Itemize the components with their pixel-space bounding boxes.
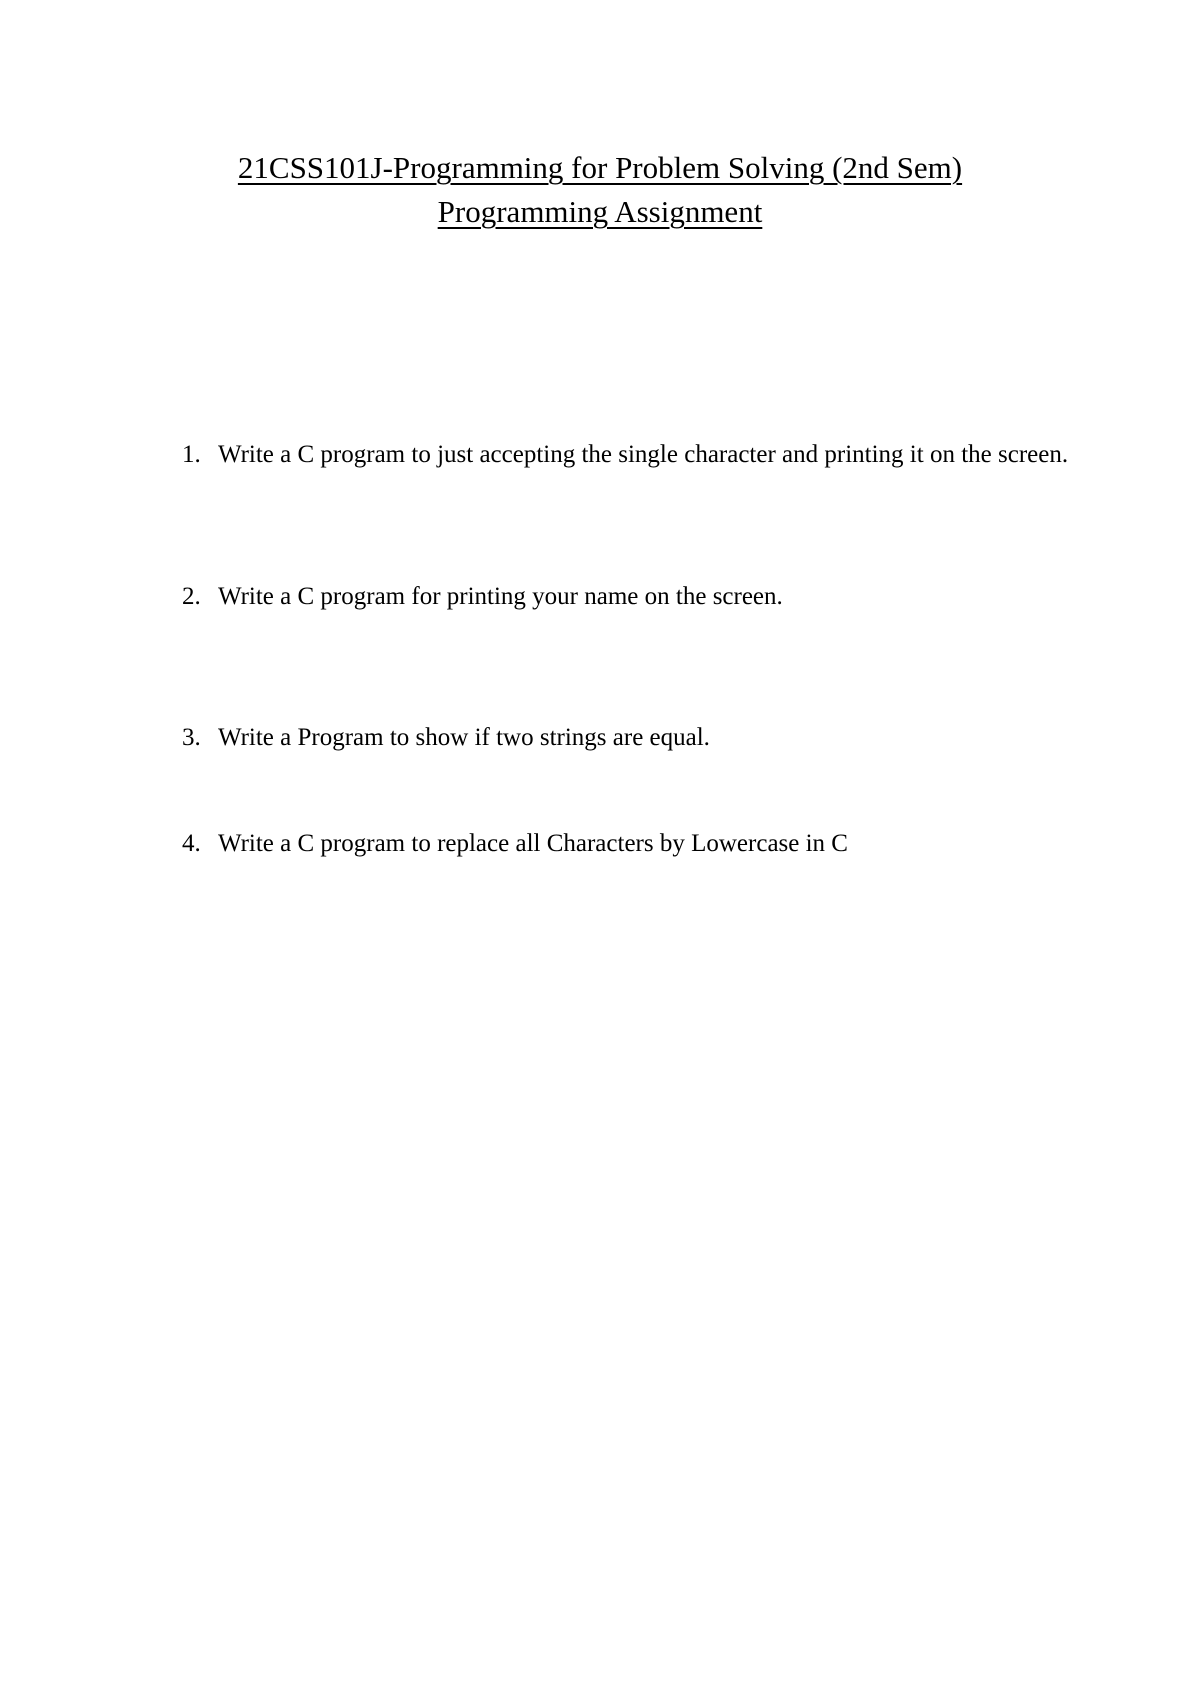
question-number: 4. [182, 830, 201, 857]
document-header [0, 146, 1200, 234]
question-item [182, 436, 1082, 473]
question-item [182, 719, 1082, 756]
question-item [182, 825, 1082, 862]
question-number: 1. [182, 441, 201, 468]
question-number: 3. [182, 724, 201, 751]
question-item [182, 578, 1082, 615]
question-text: Write a C program for printing your name on the screen. [218, 583, 783, 610]
assignment-title: Programming Assignment [437, 194, 763, 229]
question-text: Write a Program to show if two strings are equal. [218, 724, 710, 751]
question-number: 2. [182, 583, 201, 610]
course-title: 21CSS101J-Programming for Problem Solving (2nd Sem) [237, 150, 963, 185]
question-text: Write a C program to replace all Characters by Lowercase in C [218, 830, 848, 857]
question-text: Write a C program to just accepting the single character and printing it on the screen. [218, 441, 1069, 468]
